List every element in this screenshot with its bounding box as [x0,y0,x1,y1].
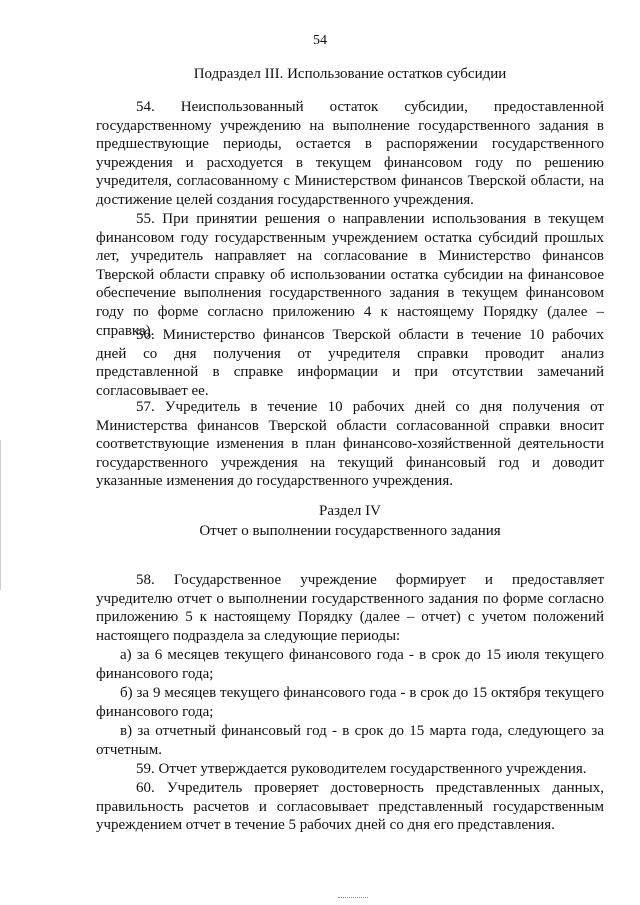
list-item-b: б) за 9 месяцев текущего финансового года - в срок до 15 октября текущего финансового года; [96,685,604,720]
paragraph-56: 56. Министерство финансов Тверской области в течение 10 рабочих дней со дня получения от учредителя справки проводит анализ представленной в справке информации и при отсутствии замечаний согласовывает ее. [96,327,604,399]
subsection-title: Подраздел III. Использование остатков субсидии [193,66,507,82]
scan-edge-mark [0,440,1,590]
list-item-a: а) за 6 месяцев текущего финансового года - в срок до 15 июля текущего финансового года; [96,647,604,682]
paragraph-57: 57. Учредитель в течение 10 рабочих дней со дня получения от Министерства финансов Тверской области согласованной справки вносит соответствующие изменения в план финансово-хозяйственной деятельности государственного учреждения на текущий финансовый год и доводит указанные изменения до государственного учреждения. [96,399,604,490]
paragraph-55: 55. При принятии решения о направлении использования в текущем финансовом году государственным учреждением остатка субсидий прошлых лет, учредитель направляет на согласование в Министерство финансов Тверской области справку об использовании остатка субсидии на финансовое обеспечение выполнения государственного задания в текущем финансовом году по форме согласно приложению 4 к настоящему Порядку (далее – справка). [96,211,604,339]
paragraph-60: 60. Учредитель проверяет достоверность представленных данных, правильность расчетов и согласовывает представленный государственным учреждением отчет в течение 5 рабочих дней со дня его представления. [96,780,604,834]
paragraph-59: 59. Отчет утверждается руководителем государственного учреждения. [136,761,587,777]
paragraph-54: 54. Неиспользованный остаток субсидии, предоставленной государственному учреждению на выполнение государственного задания в предшествующие периоды, остается в распоряжении государственного учреждения и расходуется в текущем финансовом году по решению учредителя, согласованному с Министерством финансов Тверской области, на достижение целей создания государственного учреждения. [96,99,604,208]
section-title: Отчет о выполнении государственного задания [199,523,501,539]
scan-artifact-line [338,897,368,898]
list-item-c: в) за отчетный финансовый год - в срок до 15 марта года, следующего за отчетным. [96,723,604,758]
paragraph-58: 58. Государственное учреждение формирует и предоставляет учредителю отчет о выполнении государственного задания по форме согласно приложению 5 к настоящему Порядку (далее – отчет) с учетом положений настоящего подраздела за следующие периоды: [96,572,604,644]
page-number: 54 [313,33,327,48]
section-label: Раздел IV [318,503,381,519]
